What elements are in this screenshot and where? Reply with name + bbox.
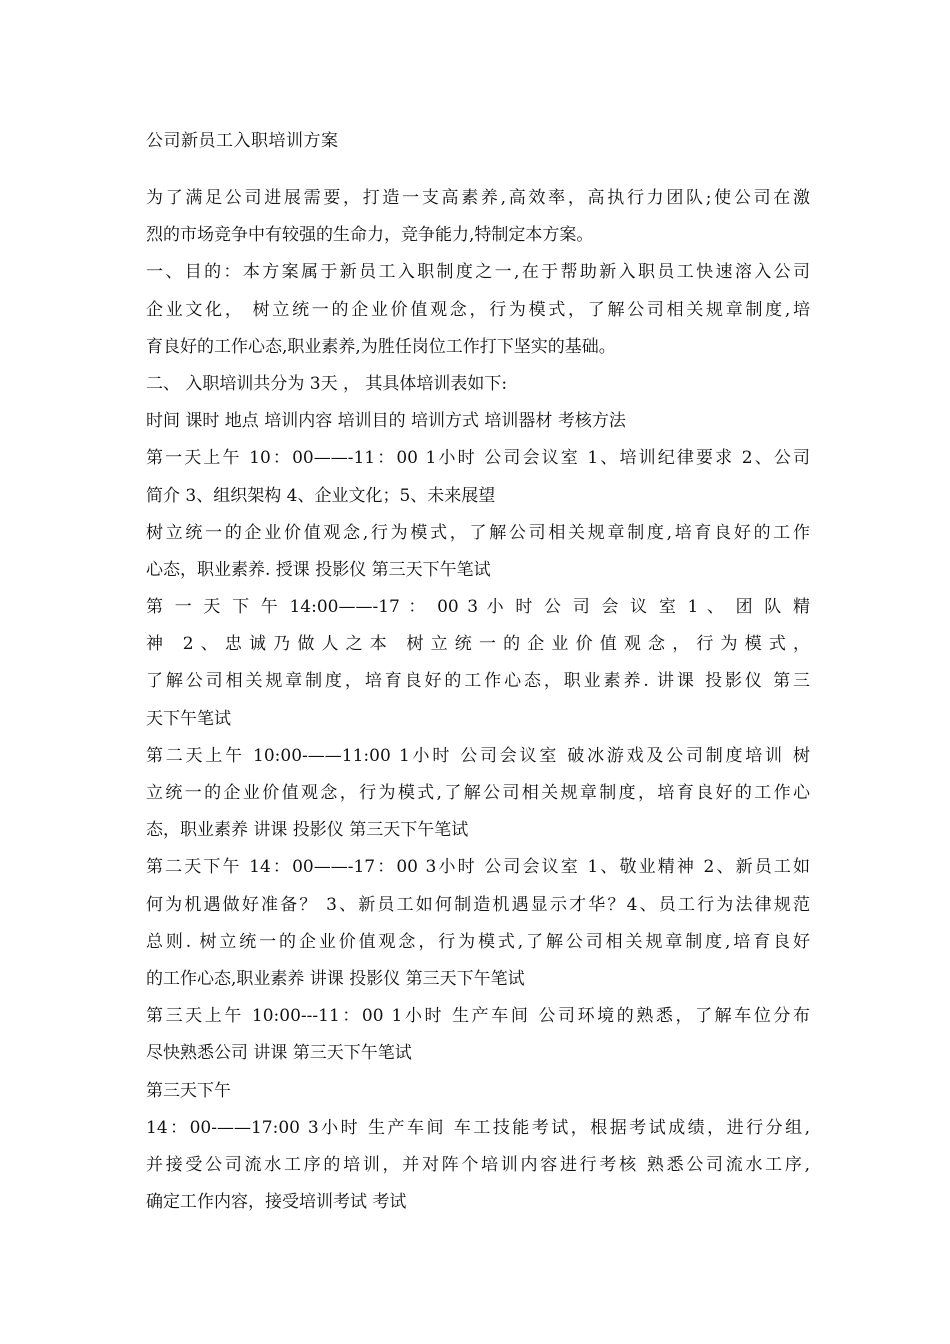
body-line-25: 第三天下午: [146, 1080, 231, 1101]
body-line-22: 的工作心态,职业素养 讲课 投影仪 第三天下午笔试: [146, 968, 525, 989]
body-line-15: 天下午笔试: [146, 708, 231, 729]
body-line-14: 了解公司相关规章制度，培育良好的工作心态，职业素养. 讲课 投影仪 第三: [146, 671, 810, 692]
body-line-1: 为了满足公司进展需要，打造一支高素养,高效率，高执行力团队;使公司在激: [146, 188, 810, 208]
document-body: [146, 180, 810, 1221]
body-line-7: 时间 课时 地点 培训内容 培训目的 培训方式 培训器材 考核方法: [146, 411, 626, 432]
body-line-16: 第二天上午 10:00-——11:00 1小时 公司会议室 破冰游戏及公司制度培训 树: [146, 745, 810, 766]
body-line-4: 企业文化， 树立统一的企业价值观念，行为模式，了解公司相关规章制度,培: [146, 299, 810, 320]
body-line-6: 二、 入职培训共分为 3天 ， 其具体培训表如下:: [146, 373, 508, 394]
body-line-26: 14：00-——17:00 3小时 生产车间 车工技能考试，根据考试成绩，进行分组,: [146, 1117, 810, 1138]
body-line-20: 何为机遇做好准备？ 3、新员工如何制造机遇显示才华？4、员工行为法律规范: [146, 894, 810, 915]
body-line-9: 简介 3、组织架构 4、企业文化；5、未来展望: [146, 485, 496, 506]
body-line-23: 第三天上午 10:00---11：00 1小时 生产车间 公司环境的熟悉，了解车位分布: [146, 1006, 810, 1027]
body-line-11: 心态，职业素养. 授课 投影仪 第三天下午笔试: [146, 559, 491, 580]
body-line-8: 第一天上午 10：00——-11：00 1小时 公司会议室 1、培训纪律要求 2、公司: [146, 448, 810, 469]
body-line-18: 态，职业素养 讲课 投影仪 第三天下午笔试: [146, 820, 469, 841]
document-title: 公司新员工入职培训方案: [146, 131, 339, 151]
body-line-3: 一、目的：本方案属于新员工入职制度之一,在于帮助新入职员工快速溶入公司: [146, 262, 810, 283]
body-line-27: 并接受公司流水工序的培训，并对阵个培训内容进行考核 熟悉公司流水工序,: [146, 1154, 810, 1175]
body-line-5: 育良好的工作心态,职业素养,为胜任岗位工作打下坚实的基础。: [146, 336, 616, 357]
body-line-17: 立统一的企业价值观念，行为模式,了解公司相关规章制度，培育良好的工作心: [146, 783, 810, 803]
body-line-24: 尽快熟悉公司 讲课 第三天下午笔试: [146, 1043, 412, 1064]
body-line-2: 烈的市场竞争中有较强的生命力，竞争能力,特制定本方案。: [146, 225, 594, 246]
body-line-13: 神 2、忠诚乃做人之本 树立统一的企业价值观念，行为模式，: [146, 634, 810, 655]
body-line-19: 第二天下午 14：00——-17：00 3小时 公司会议室 1、敬业精神 2、新员工如: [146, 857, 810, 878]
body-line-12: 第 一 天 下 午 14:00——-17 ： 00 3 小 时 公 司 会 议 室 1 、 团 队 精: [146, 597, 810, 618]
body-line-28: 确定工作内容，接受培训考试 考试: [146, 1192, 407, 1213]
body-line-10: 树立统一的企业价值观念,行为模式，了解公司相关规章制度,培育良好的工作: [146, 522, 810, 543]
body-line-21: 总则. 树立统一的企业价值观念，行为模式,了解公司相关规章制度,培育良好: [146, 931, 810, 952]
